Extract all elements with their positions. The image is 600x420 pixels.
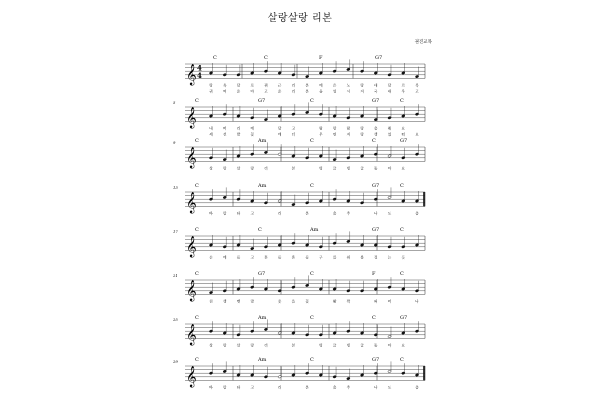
lyric-syllable: 빙 bbox=[346, 166, 351, 171]
lyric-syllable: 지 bbox=[360, 89, 364, 94]
lyric-syllable: 엣 bbox=[236, 299, 241, 304]
lyric-syllable: 우 bbox=[401, 89, 406, 94]
lyric-syllable: 들 bbox=[236, 255, 241, 260]
treble-clef-icon: 𝄞 bbox=[186, 64, 197, 86]
staff-system bbox=[172, 315, 425, 347]
lyric-syllable: 빙 bbox=[346, 343, 351, 348]
lyric-syllable: 요 bbox=[401, 166, 406, 171]
chord-symbol: C bbox=[213, 55, 217, 61]
lyric-syllable: 춤 bbox=[332, 211, 337, 216]
lyric-syllable: 아 bbox=[387, 343, 392, 348]
lyric-syllable: 운 bbox=[277, 89, 282, 94]
lyric-syllable: 랑 bbox=[250, 166, 254, 171]
lyric-syllable: 춤 bbox=[332, 385, 337, 390]
lyric-syllable: 노 bbox=[346, 83, 351, 88]
lyric-syllable: 본 bbox=[305, 211, 309, 216]
lyric-syllable: 람 bbox=[222, 211, 227, 216]
lyric-syllable: 구 bbox=[319, 255, 323, 260]
staff-system bbox=[172, 271, 425, 303]
lyric-syllable: 글 bbox=[360, 343, 364, 348]
lyric-syllable: 위 bbox=[346, 255, 351, 260]
lyric-syllable: 랑 bbox=[222, 166, 227, 171]
lyric-syllable: 대 bbox=[374, 83, 378, 88]
lyric-syllable: 에 bbox=[319, 83, 323, 88]
treble-clef-icon: 𝄞 bbox=[186, 324, 197, 346]
lyric-syllable: 랑 bbox=[360, 83, 364, 88]
lyric-syllable: 본 bbox=[305, 83, 309, 88]
staff-system bbox=[185, 55, 425, 93]
lyric-syllable: 시 bbox=[346, 89, 351, 94]
lyric-syllable: 요 bbox=[401, 126, 406, 131]
chord-symbol: G7 bbox=[372, 183, 380, 189]
lyric-syllable: 나 bbox=[415, 299, 419, 304]
lyric-syllable: 짝 bbox=[346, 299, 351, 304]
chord-symbol: C bbox=[310, 183, 314, 189]
lyric-syllable: 더 bbox=[291, 132, 296, 137]
lyric-syllable: 귀 bbox=[209, 89, 213, 94]
lyric-syllable: 춤 bbox=[374, 126, 378, 131]
lyric-syllable: 을 bbox=[319, 89, 323, 94]
lyric-syllable: 활 bbox=[332, 299, 337, 304]
lyric-syllable: 머 bbox=[222, 126, 227, 131]
lyric-syllable: 리 bbox=[264, 166, 268, 171]
lyric-syllable: 듯 bbox=[401, 255, 406, 260]
treble-clef-icon: 𝄞 bbox=[186, 366, 197, 388]
lyric-syllable: 저 bbox=[346, 132, 351, 137]
lyric-syllable: 나 bbox=[374, 211, 378, 216]
chord-symbol: C bbox=[195, 183, 199, 189]
lyric-syllable: 에 bbox=[277, 132, 282, 137]
chord-symbol: C bbox=[195, 357, 199, 363]
staff-system bbox=[173, 98, 425, 136]
chord-symbol: G7 bbox=[372, 98, 380, 104]
chord-symbol: G7 bbox=[400, 138, 408, 144]
lyric-syllable: 친 bbox=[209, 299, 213, 304]
lyric-syllable: 추 bbox=[346, 211, 351, 216]
lyric-syllable: 얼 bbox=[332, 89, 337, 94]
chord-symbol: C bbox=[258, 227, 262, 233]
lyric-syllable: 춤 bbox=[415, 385, 419, 390]
lyric-syllable: 춤 bbox=[415, 211, 419, 216]
lyric-syllable: 꽃 bbox=[305, 299, 309, 304]
lyric-syllable: 에 bbox=[222, 255, 227, 260]
chord-symbol: C bbox=[310, 271, 314, 277]
lyric-syllable: 를 bbox=[360, 255, 364, 260]
lyric-syllable: 고 bbox=[291, 126, 296, 131]
lyric-syllable: 어 bbox=[387, 299, 392, 304]
lyric-syllable: 고 bbox=[250, 255, 254, 260]
final-barline bbox=[423, 192, 425, 206]
composer-credit: 권진교목 bbox=[414, 40, 432, 45]
staff-system bbox=[173, 183, 425, 215]
measure-number: 9 bbox=[173, 140, 176, 145]
lyric-syllable: 글 bbox=[360, 166, 364, 171]
lyric-syllable: 빙 bbox=[319, 343, 323, 348]
lyric-syllable: 떠 bbox=[401, 132, 406, 137]
lyric-syllable: 대 bbox=[387, 89, 392, 94]
lyric-syllable: 나 bbox=[374, 385, 378, 390]
lyric-syllable: 름 bbox=[332, 255, 337, 260]
lyric-syllable: 은 bbox=[332, 83, 337, 88]
lyric-syllable: 타 bbox=[236, 385, 241, 390]
lyric-syllable: 리 bbox=[291, 89, 296, 94]
chord-symbol: C bbox=[372, 138, 376, 144]
lyric-syllable: 랄 bbox=[346, 126, 351, 131]
lyric-syllable: 리 bbox=[291, 83, 296, 88]
chord-symbol: C bbox=[372, 315, 376, 321]
chord-symbol: G7 bbox=[258, 271, 266, 277]
lyric-syllable: 돌 bbox=[374, 166, 378, 171]
lyric-syllable: 흔 bbox=[264, 255, 268, 260]
chord-symbol: F bbox=[372, 271, 376, 277]
chord-symbol: C bbox=[310, 98, 314, 104]
measure-number: 25 bbox=[173, 317, 178, 322]
lyric-syllable: 말 bbox=[250, 299, 254, 304]
chord-symbol: C bbox=[400, 227, 404, 233]
lyric-syllable: 우 bbox=[319, 132, 323, 137]
chord-symbol: C bbox=[400, 357, 404, 363]
lyric-syllable: 글 bbox=[332, 343, 337, 348]
lyric-syllable: 랑 bbox=[332, 126, 337, 131]
time-signature-top: 4 bbox=[197, 63, 202, 73]
page-title: 살랑살랑 리본 bbox=[267, 13, 333, 24]
lyric-syllable: 운 bbox=[236, 89, 241, 94]
lyric-syllable: 들 bbox=[305, 255, 309, 260]
chord-symbol: G7 bbox=[372, 227, 380, 233]
final-barline bbox=[423, 366, 425, 380]
lyric-syllable: 고 bbox=[250, 211, 254, 216]
chord-symbol: Am bbox=[310, 227, 319, 233]
lyric-syllable: 에 bbox=[250, 126, 254, 131]
lyric-syllable: 랑 bbox=[209, 83, 213, 88]
chord-symbol: C bbox=[400, 98, 404, 104]
lyric-syllable: 아 bbox=[387, 166, 392, 171]
chord-symbol: C bbox=[400, 183, 404, 189]
lyric-syllable: 살 bbox=[209, 166, 213, 171]
lyric-syllable: 빙 bbox=[319, 166, 323, 171]
chord-symbol: C bbox=[400, 271, 404, 277]
chord-symbol: C bbox=[195, 138, 199, 144]
lyric-syllable: 요 bbox=[415, 132, 419, 137]
treble-clef-icon: 𝄞 bbox=[186, 107, 197, 129]
staff-system bbox=[172, 357, 425, 389]
lyric-syllable: 글 bbox=[332, 166, 337, 171]
measure-number: 5 bbox=[173, 100, 176, 105]
lyric-syllable: 본 bbox=[305, 89, 309, 94]
lyric-syllable: 도 bbox=[387, 385, 392, 390]
chord-symbol: G7 bbox=[258, 98, 266, 104]
lyric-syllable: 랑 bbox=[222, 343, 227, 348]
lyric-syllable: 흔 bbox=[291, 255, 296, 260]
lyric-syllable: 돌 bbox=[374, 343, 378, 348]
chord-symbol: G7 bbox=[372, 357, 380, 363]
chord-symbol: Am bbox=[258, 183, 267, 189]
chord-symbol: G7 bbox=[400, 315, 408, 321]
chord-symbol: C bbox=[310, 138, 314, 144]
lyric-syllable: 타 bbox=[236, 211, 241, 216]
lyric-syllable: 세 bbox=[209, 132, 213, 137]
lyric-syllable: 살 bbox=[236, 166, 241, 171]
chord-symbol: C bbox=[310, 315, 314, 321]
chord-symbol: C bbox=[195, 271, 199, 277]
lyric-syllable: 르 bbox=[401, 83, 406, 88]
measure-number: 13 bbox=[173, 185, 178, 190]
lyric-syllable: 고 bbox=[264, 89, 268, 94]
lyric-syllable: 었 bbox=[387, 132, 392, 137]
chord-symbol: C bbox=[264, 55, 268, 61]
lyric-syllable: 근 bbox=[277, 83, 282, 88]
staff-system bbox=[173, 138, 425, 170]
lyric-syllable: 고 bbox=[250, 385, 254, 390]
lyric-syllable: 살 bbox=[209, 343, 213, 348]
chord-symbol: C bbox=[310, 357, 314, 363]
lyric-syllable: 꿔 bbox=[264, 83, 268, 88]
lyric-syllable: 발 bbox=[236, 132, 241, 137]
lyric-syllable: 아 bbox=[250, 89, 254, 94]
lyric-syllable: 요 bbox=[401, 343, 406, 348]
lyric-syllable: 바 bbox=[209, 385, 213, 390]
lyric-syllable: 들 bbox=[277, 255, 282, 260]
chord-symbol: Am bbox=[258, 315, 267, 321]
lyric-syllable: 웃 bbox=[277, 299, 282, 304]
treble-clef-icon: 𝄞 bbox=[186, 192, 197, 214]
chord-symbol: Am bbox=[258, 357, 267, 363]
lyric-syllable: 달 bbox=[236, 83, 241, 88]
lyric-syllable: 본 bbox=[305, 385, 309, 390]
lyric-syllable: 옥 bbox=[222, 83, 227, 88]
time-signature-bottom: 4 bbox=[197, 71, 202, 80]
lyric-syllable: 람 bbox=[222, 385, 227, 390]
lyric-syllable: 생 bbox=[374, 132, 378, 137]
lyric-syllable: 본 bbox=[291, 343, 296, 348]
chord-symbol: Am bbox=[258, 138, 267, 144]
lyric-syllable: 로 bbox=[250, 83, 254, 88]
measure-number: 29 bbox=[173, 359, 178, 364]
lyric-syllable: 고 bbox=[415, 89, 419, 94]
lyric-syllable: 꽃 bbox=[250, 132, 254, 137]
lyric-syllable: 리 bbox=[236, 126, 241, 131]
treble-clef-icon: 𝄞 bbox=[186, 236, 197, 258]
lyric-syllable: 는 bbox=[387, 255, 392, 260]
lyric-syllable: 랄 bbox=[319, 126, 323, 131]
lyric-syllable: 여 bbox=[222, 89, 227, 94]
lyric-syllable: 도 bbox=[387, 211, 392, 216]
lyric-syllable: 피 bbox=[374, 299, 378, 304]
lyric-syllable: 내 bbox=[209, 126, 213, 131]
lyric-syllable: 달 bbox=[277, 126, 282, 131]
chord-symbol: F bbox=[319, 55, 323, 61]
lyric-syllable: 선 bbox=[222, 132, 227, 137]
lyric-syllable: 본 bbox=[291, 166, 296, 171]
staff-system bbox=[173, 227, 425, 259]
lyric-syllable: 랑 bbox=[250, 343, 254, 348]
lyric-syllable: 랑 bbox=[360, 126, 364, 131]
lyric-syllable: 걸 bbox=[374, 255, 378, 260]
measure-number: 17 bbox=[173, 229, 178, 234]
lyric-syllable: 손 bbox=[209, 255, 213, 260]
chord-symbol: G7 bbox=[375, 55, 383, 61]
measure-number: 21 bbox=[173, 273, 178, 278]
lyric-syllable: 리 bbox=[277, 211, 282, 216]
lyric-syllable: 랑 bbox=[360, 132, 364, 137]
lyric-syllable: 춰 bbox=[387, 126, 392, 131]
lyric-syllable: 음 bbox=[291, 299, 296, 304]
treble-clef-icon: 𝄞 bbox=[186, 147, 197, 169]
lyric-syllable: 록 bbox=[415, 83, 419, 88]
lyric-syllable: 살 bbox=[236, 343, 241, 348]
lyric-syllable: 면 bbox=[332, 132, 337, 137]
lyric-syllable: 리 bbox=[277, 385, 282, 390]
chord-symbol: C bbox=[195, 227, 199, 233]
lyric-syllable: 바 bbox=[209, 211, 213, 216]
treble-clef-icon: 𝄞 bbox=[186, 280, 197, 302]
chord-symbol: C bbox=[195, 315, 199, 321]
lyric-syllable: 추 bbox=[346, 385, 351, 390]
lyric-syllable: 달 bbox=[387, 83, 392, 88]
systems-layer bbox=[172, 55, 425, 389]
lyric-syllable: 리 bbox=[264, 343, 268, 348]
chord-symbol: C bbox=[195, 98, 199, 104]
lyric-syllable: 국 bbox=[374, 89, 378, 94]
lyric-syllable: 생 bbox=[222, 299, 227, 304]
